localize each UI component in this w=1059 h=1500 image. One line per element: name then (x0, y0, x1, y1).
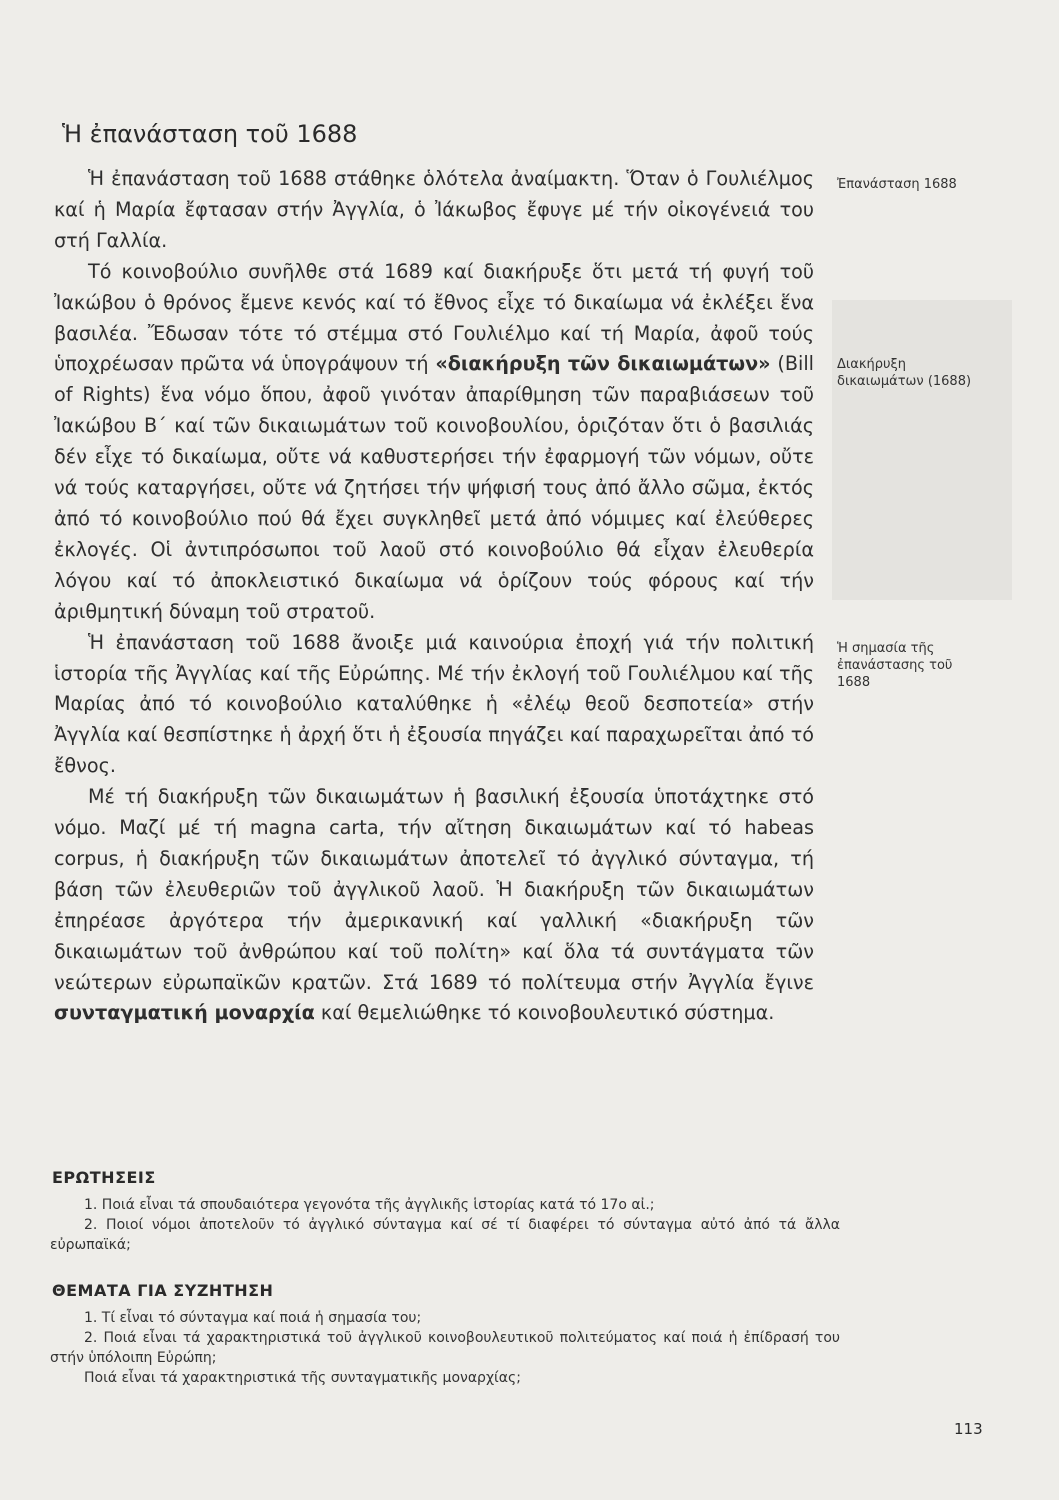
paragraph-1: Ἡ ἐπανάσταση τοῦ 1688 στάθηκε ὁλότελα ἀναίμακτη. Ὅταν ὁ Γουλιέλμος καί ἡ Μαρία ἔφτασαν στήν Ἀγγλία, ὁ Ἰάκωβος ἔφυγε μέ τήν οἰκογένειά του στή Γαλλία. (54, 167, 814, 252)
paragraph-4: Μέ τή διακήρυξη τῶν δικαιωμάτων ἡ βασιλική ἐξουσία ὑποτάχτηκε στό νόμο. Μαζί μέ τή magna carta, τήν αἴτηση δικαιωμάτων καί τό habeas corpus, ἡ διακήρυξη τῶν δικαιωμάτων ἀποτελεῖ τό ἀγγλικό σύνταγμα, τή βάση τῶν ἐλευθεριῶν τοῦ ἀγγλικοῦ λαοῦ. Ἡ διακήρυξη τῶν δικαιωμάτων ἐπηρέασε ἀργότερα τήν ἀμερικανική καί γαλλική «διακήρυξη τῶν δικαιωμάτων τοῦ ἀνθρώπου καί τοῦ πολίτη» καί ὅλα τά συντάγματα τῶν νεώτερων εὐρωπαϊκῶν κρατῶν. Στά 1689 τό πολίτευμα στήν Ἀγγλία ἔγινε συνταγματική μοναρχία καί θεμελιώθηκε τό κοινοβουλευτικό σύστημα. (54, 785, 814, 1025)
bleed-through-image (832, 300, 1012, 600)
question-item: 1. Ποιά εἶναι τά σπουδαιότερα γεγονότα τῆς ἀγγλικῆς ἱστορίας κατά τό 17ο αἰ.; (84, 1197, 655, 1213)
discussion-item: 2. Ποιά εἶναι τά χαρακτηριστικά τοῦ ἀγγλικοῦ κοινοβουλευτικοῦ πολιτεύματος καί ποιά ἡ ἐπίδρασή του στήν ὑπόλοιπη Εὐρώπη; (50, 1330, 840, 1366)
discussion-block (50, 1281, 840, 1388)
section-title: Ἡ ἐπανάσταση τοῦ 1688 (62, 120, 358, 148)
margin-note-significance (837, 640, 1027, 691)
margin-note-text: Ἐπανάσταση 1688 (837, 177, 957, 192)
discussion-extra: Ποιά εἶναι τά χαρακτηριστικά τῆς συνταγματικῆς μοναρχίας; (84, 1370, 521, 1386)
margin-note-line: ἐπανάστασης τοῦ (837, 658, 953, 673)
discussion-item: 1. Τί εἶναι τό σύνταγμα καί ποιά ἡ σημασία του; (84, 1310, 422, 1326)
discussion-title: ΘΕΜΑΤΑ ΓΙΑ ΣΥΖΗΤΗΣΗ (52, 1281, 274, 1300)
margin-note-line: δικαιωμάτων (1688) (837, 374, 972, 389)
exercises-section (50, 1168, 840, 1414)
margin-note-line: Διακήρυξη (837, 357, 907, 372)
margin-note-revolution (837, 176, 1027, 193)
question-item: 2. Ποιοί νόμοι ἀποτελοῦν τό ἀγγλικό σύνταγμα καί σέ τί διαφέρει τό σύνταγμα αὐτό ἀπό τά ἄλλα εὐρωπαϊκά; (50, 1217, 840, 1253)
margin-note-bill-of-rights (837, 356, 1027, 390)
page-number: 113 (954, 1420, 983, 1438)
questions-title: ΕΡΩΤΗΣΕΙΣ (52, 1168, 156, 1187)
margin-note-line: 1688 (837, 675, 871, 690)
margin-note-line: Ἡ σημασία τῆς (837, 641, 935, 656)
questions-block (50, 1168, 840, 1255)
paragraph-3: Ἡ ἐπανάσταση τοῦ 1688 ἄνοιξε μιά καινούρια ἐποχή γιά τήν πολιτική ἱστορία τῆς Ἀγγλίας καί τῆς Εὐρώπης. Μέ τήν ἐκλογή τοῦ Γουλιέλμου καί τῆς Μαρίας ἀπό τό κοινοβούλιο καταλύθηκε ἡ «ἐλέῳ θεοῦ δεσποτεία» στήν Ἀγγλία καί θεσπίστηκε ἡ ἀρχή ὅτι ἡ ἐξουσία πηγάζει καί παραχωρεῖται ἀπό τό ἔθνος. (54, 630, 814, 778)
paragraph-2: Τό κοινοβούλιο συνῆλθε στά 1689 καί διακήρυξε ὅτι μετά τή φυγή τοῦ Ἰακώβου ὁ θρόνος ἔμενε κενός καί τό ἔθνος εἶχε τό δικαίωμα νά ἐκλέξει ἕνα βασιλέα. Ἔδωσαν τότε τό στέμμα στό Γουλιέλμο καί τή Μαρία, ἀφοῦ τούς ὑποχρέωσαν πρῶτα νά ὑπογράψουν τή «διακήρυξη τῶν δικαιωμάτων» (Bill of Rights) ἕνα νόμο ὅπου, ἀφοῦ γινόταν ἀπαρίθμηση τῶν παραβιάσεων τοῦ Ἰακώβου Β΄ καί τῶν δικαιωμάτων τοῦ κοινοβουλίου, ὁριζόταν ὅτι ὁ βασιλιάς δέν εἶχε τό δικαίωμα, οὔτε νά καθυστερήσει τήν ἐφαρμογή τῶν νόμων, οὔτε νά τούς καταργήσει, οὔτε νά ζητήσει τήν ψήφισή τους ἀπό ἄλλο σῶμα, ἐκτός ἀπό τό κοινοβούλιο πού θά ἔχει συγκληθεῖ μετά ἀπό νόμιμες καί ἐλεύθερες ἐκλογές. Οἱ ἀντιπρόσωποι τοῦ λαοῦ στό κοινοβούλιο θά εἶχαν ἐλευθερία λόγου καί τό ἀποκλειστικό δικαίωμα νά ὁρίζουν τούς φόρους καί τήν ἀριθμητική δύναμη τοῦ στρατοῦ. (54, 259, 814, 623)
discussion-list (50, 1308, 840, 1368)
questions-list (50, 1195, 840, 1255)
main-text-column (54, 120, 814, 1029)
